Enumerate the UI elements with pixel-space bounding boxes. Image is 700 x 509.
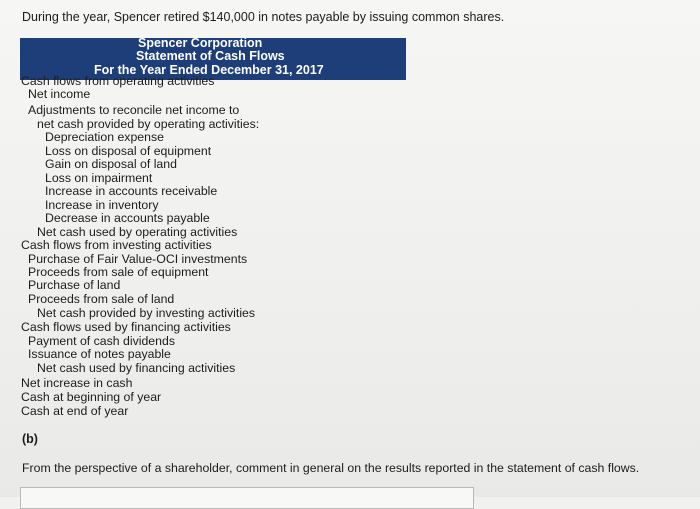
part-b-label: (b) (22, 432, 38, 446)
row-label: Depreciation expense (45, 130, 164, 144)
row-label: Increase in accounts receivable (45, 184, 218, 198)
row-label: Decrease in accounts payable (45, 211, 210, 225)
statement-title: Statement of Cash Flows (136, 49, 285, 63)
statement-period: For the Year Ended December 31, 2017 (94, 63, 324, 77)
row-label: Cash at beginning of year (21, 390, 162, 404)
row-label: Net cash provided by investing activities (37, 306, 256, 320)
row-label: Net cash used by operating activities (37, 225, 238, 239)
row-label: Adjustments to reconcile net income to (28, 103, 240, 117)
part-b-question: From the perspective of a shareholder, comment in general on the results reported in the statement of cash flows. (22, 461, 640, 475)
row-label: Purchase of Fair Value-OCI investments (28, 252, 248, 266)
intro-text: During the year, Spencer retired $140,000 in notes payable by issuing common shares. (22, 10, 505, 24)
row-label: Net income (28, 87, 91, 101)
row-label: Gain on disposal of land (45, 157, 177, 171)
row-label: Cash flows from operating activities (21, 74, 215, 88)
company-name: Spencer Corporation (138, 36, 263, 50)
row-label: Increase in inventory (45, 198, 159, 212)
row-label: Cash flows from investing activities (21, 238, 212, 252)
row-label: Proceeds from sale of equipment (28, 265, 209, 279)
row-label: Net cash used by financing activities (37, 361, 236, 375)
row-label: Proceeds from sale of land (28, 292, 175, 306)
row-label: Cash flows used by financing activities (21, 320, 231, 334)
row-label: Cash at end of year (21, 404, 129, 418)
row-label: Payment of cash dividends (28, 334, 175, 348)
answer-textarea[interactable] (20, 487, 474, 509)
row-label: Loss on impairment (45, 171, 153, 185)
row-label: net cash provided by operating activities: (37, 117, 260, 131)
row-label: Purchase of land (28, 278, 121, 292)
row-label: Loss on disposal of equipment (45, 144, 212, 158)
row-label: Issuance of notes payable (28, 347, 171, 361)
row-label: Net increase in cash (21, 376, 133, 390)
